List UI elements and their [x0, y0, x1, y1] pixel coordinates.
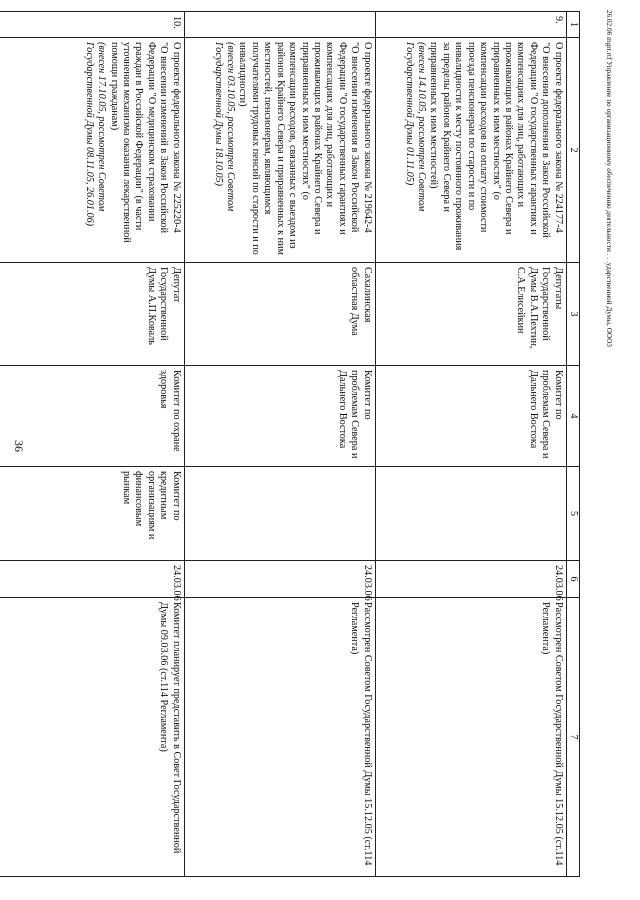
date-cell: 24.03.06: [0, 561, 184, 598]
column-header: 7: [566, 598, 579, 877]
column-header: 1: [566, 12, 579, 38]
committee-cell: Комитет по проблемам Севера и Дальнего Востока: [375, 366, 566, 467]
table-row: [0, 12, 184, 877]
co-committee-cell: Комитет по кредитным организациям и финансовым рынкам: [0, 467, 184, 561]
table-header-row: [566, 12, 579, 877]
page-number: 36: [12, 440, 26, 452]
column-header: 5: [566, 467, 579, 561]
date-cell: 24.03.06: [375, 561, 566, 598]
bill-cell: [375, 38, 566, 263]
bill-description: "О внесении изменений в Закон Российской Федерации "О медицинском страховании граждан в Российской Федерации" (в части уточнения механизма оказания лекарственной помощи гражданам): [108, 42, 170, 243]
bill-description: "О внесении дополнения в Закон Российской Федерации "О государственных гарантиях и компенсациях для лиц, работающих и проживающих в районах Крайнего Севера и приравненных к ним местностях" (о компенсации расходов на оплату стоимости проезда пенсионерам по старости и по инвалидности к месту постоянного проживания за пределы районов Крайнего Севера и приравненных к ним местностей): [428, 42, 552, 251]
column-header: 4: [566, 366, 579, 467]
footer-text: 26.02.06 mgrr.rtf Управление по организационному обеспечению деятельности . . .ударственной Думы, ООО3: [605, 10, 613, 347]
row-number: 10.: [0, 12, 184, 38]
initiator-cell: Депутат Государственной Думы А.П.Коваль: [0, 263, 184, 366]
column-header: 2: [566, 38, 579, 263]
initiator-cell: Депутаты Государственной Думы В.А.Пехтин, С.А.Елисейкин: [375, 263, 566, 366]
bill-cell: [0, 38, 184, 263]
co-committee-cell: [184, 467, 375, 561]
column-header: 6: [566, 561, 579, 598]
bill-description: "О внесении изменения в Закон Российской Федерации "О государственных гарантиях и компенсациях для лиц, работающих и проживающих в районах Крайнего Севера и приравненных к ним местностях" (о компенсации расходов, связанных с выездом из районов Крайнего Севера и приравненных к ним местностей, пенсионерам, являющимся получателями трудовых пенсий по старости и по инвалидности): [237, 42, 361, 255]
legislation-table: [0, 11, 580, 877]
bill-note: (внесен 03.10.05, рассмотрен Советом Государственной Думы 18.10.05): [212, 42, 236, 212]
date-cell: 24.03.06: [184, 561, 375, 598]
bill-note: (внесен 17.10.05, рассмотрен Советом Государственной Думы 08.11.05, 26.01.06): [83, 42, 108, 227]
column-header: 3: [566, 263, 579, 366]
committee-cell: Комитет по охране здоровья: [0, 366, 184, 467]
status-cell: Рассмотрен Советом Государственной Думы 15.12.05 (ст.114 Регламента): [184, 598, 375, 877]
bill-title: О проекте федерального закона № 224177-4: [552, 42, 564, 233]
row-number: 9.: [375, 12, 566, 38]
initiator-cell: Сахалинская областная Дума: [184, 263, 375, 366]
bill-title: О проекте федерального закона № 219642-4: [361, 42, 373, 233]
table-row: [184, 12, 375, 877]
table-row: [375, 12, 566, 877]
committee-cell: Комитет по проблемам Севера и Дальнего Востока: [184, 366, 375, 467]
row-number: [184, 12, 375, 38]
bill-note: (внесен 14.10.05, рассмотрен Советом Государственной Думы 01.11.05): [403, 42, 427, 212]
co-committee-cell: [375, 467, 566, 561]
status-cell: Рассмотрен Советом Государственной Думы 15.12.05 (ст.114 Регламента): [375, 598, 566, 877]
bill-title: О проекте федерального закона № 225220-4: [170, 42, 182, 233]
bill-cell: [184, 38, 375, 263]
status-cell: Комитет планирует представить в Совет Государственной Думы 09.03.06 (ст.114 Регламента): [0, 598, 184, 877]
